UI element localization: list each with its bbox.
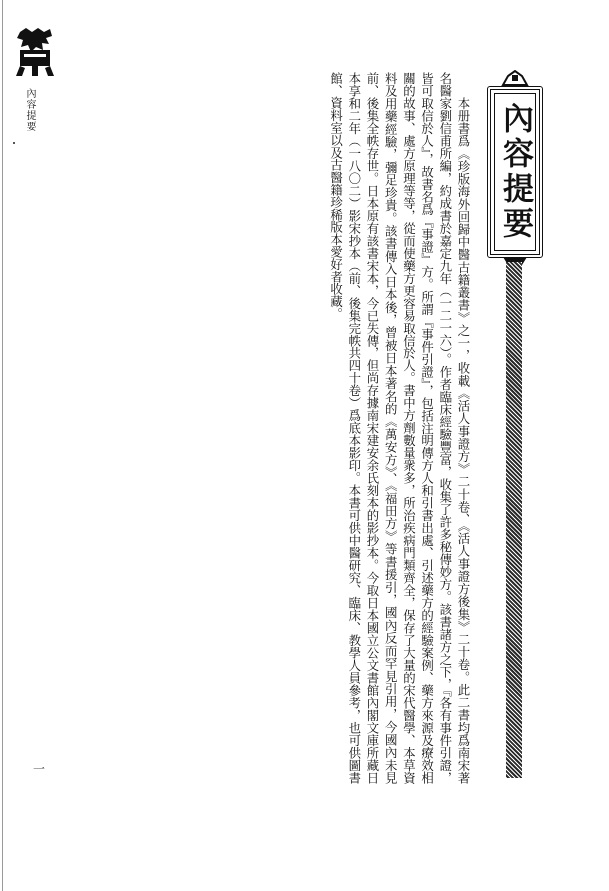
- decorative-side-bar: [506, 262, 522, 778]
- page-edge-rule: [2, 0, 3, 891]
- ding-vessel-icon: [12, 26, 58, 78]
- section-title: 內容提要: [497, 102, 533, 242]
- running-header: 內容提要: [24, 88, 35, 132]
- summary-text: 本册書爲《珍版海外回歸中醫古籍叢書》之一，收載《活人事證方》二十卷、《活人事證方後集》二十卷。此二書均爲南宋著名醫家劉信甫所編，約成書於嘉定九年（一二一六）。作者臨床經驗豐富，收集了許多秘傳妙方。該書諸方之下，『各有事件引證，皆可取信於人』，故書名爲『事證』方。所謂『事件引證』，包括注明傳方人和引書出處、引述藥方的經驗案例、藥方來源及療效相關的故事、處方原理等等，從而使藥方更容易取信於人。書中方劑數量衆多，所治疾病門類齊全，保存了大量的宋代醫學、本草資料及用藥經驗，彌足珍貴。該書傳入日本後，曾被日本著名的《萬安方》、《福田方》等書援引，國內反而罕見引用，今國內未見前、後集全帙存世。日本原有該書宋本，今已失傳，但尚存據南宋建安余氏刻本的影抄本。今取日本國立公文書館內閣文庫所藏日本享和二年（一八〇二）影宋抄本（前、後集完帙共四十卷）爲底本影印。本書可供中醫研究、臨床、教學人員參考，也可供圖書館、資料室以及古醫籍珍稀版本愛好者收藏。: [328, 72, 471, 784]
- margin-mark: [13, 142, 15, 144]
- page-number: 一: [32, 762, 45, 776]
- section-title-frame: [487, 86, 543, 258]
- frame-top-ornament-icon: [500, 70, 530, 86]
